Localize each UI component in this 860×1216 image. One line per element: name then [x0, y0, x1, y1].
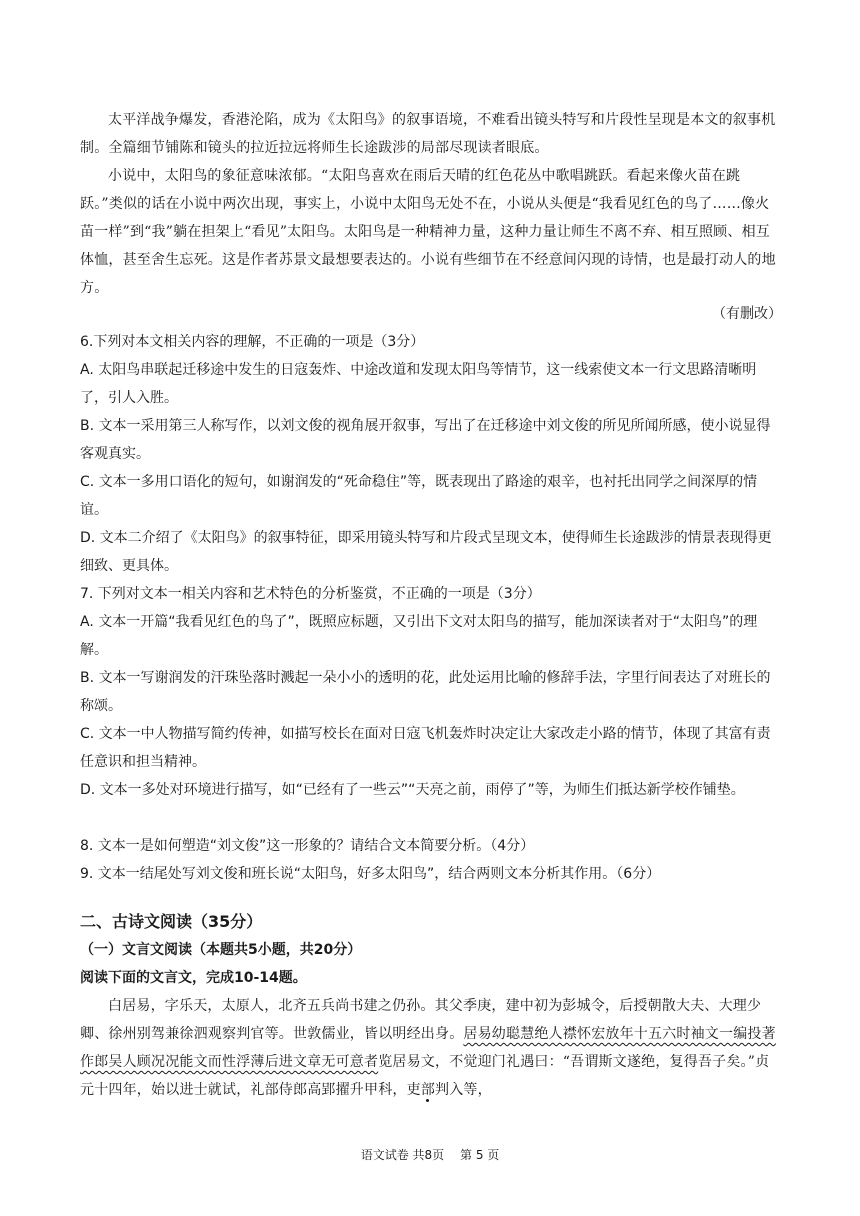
question-7 — [80, 580, 782, 804]
dotted-character: 部 — [420, 1082, 436, 1098]
question-9: 9. 文本一结尾处写刘文俊和班长说“太阳鸟，好多太阳鸟”，结合两则文本分析其作用。（6分） — [80, 866, 661, 882]
question-6-option-b: B. 文本一采用第三人称写作，以刘文俊的视角展开叙事，写出了在迁移途中刘文俊的所见所闻所感，使小说显得客观真实。 — [80, 418, 771, 462]
source-note: （有删改） — [712, 306, 782, 322]
question-6-option-c: C. 文本一多用口语化的短句，如谢润发的“死命稳住”等，既表现出了路途的艰辛，也衬托出同学之间深厚的情谊。 — [80, 474, 758, 518]
footer-total-pages: 语文试卷 共8页 — [360, 1148, 445, 1162]
passage-paragraph-1: 太平洋战争爆发，香港沦陷，成为《太阳鸟》的叙事语境，不难看出镜头特写和片段性呈现是本文的叙事机制。全篇细节铺陈和镜头的拉近拉远将师生长途跋涉的局部尽现读者眼底。 — [80, 112, 776, 156]
question-6 — [80, 328, 782, 580]
question-7-option-a: A. 文本一开篇“我看见红色的鸟了”，既照应标题，又引出下文对太阳鸟的描写，能加深读者对于“太阳鸟”的理解。 — [80, 614, 758, 658]
question-8: 8. 文本一是如何塑造“刘文俊”这一形象的？请结合文本简要分析。（4分） — [80, 838, 535, 854]
question-6-option-d: D. 文本二介绍了《太阳鸟》的叙事特征，即采用镜头特写和片段式呈现文本，使得师生长途跋涉的情景表现得更细致、更具体。 — [80, 530, 772, 574]
section-2-subheading: （一）文言文阅读（本题共5小题，共20分） — [80, 942, 362, 958]
footer-page-number: 第 5 页 — [460, 1148, 500, 1162]
question-6-option-a: A. 太阳鸟串联起迁移途中发生的日寇轰炸、中途改道和发现太阳鸟等情节，这一线索使文本一行文思路清晰明了，引人入胜。 — [80, 362, 757, 406]
classical-passage-text-3: 判入等， — [435, 1082, 492, 1098]
page-footer — [0, 1146, 860, 1163]
classical-passage-text: 白居易，字乐天，太原人，北齐五兵尚书建之仍孙。其父季庚，建中初为彭城令，后授朝散大夫、大理少卿、徐州别驾兼徐泗观察判官等。世敦儒业，皆以明经出身。 — [80, 998, 762, 1042]
section-2-instruction: 阅读下面的文言文，完成10-14题。 — [80, 970, 307, 986]
question-7-option-b: B. 文本一写谢润发的汗珠坠落时溅起一朵小小的透明的花，此处运用比喻的修辞手法，字里行间表达了对班长的称颂。 — [80, 670, 771, 714]
section-2-heading: 二、古诗文阅读（35分） — [80, 912, 263, 931]
question-7-stem: 7. 下列对文本一相关内容和艺术特色的分析鉴赏，不正确的一项是（3分） — [80, 586, 541, 602]
passage-paragraph-2: 小说中，太阳鸟的象征意味浓郁。“太阳鸟喜欢在雨后天晴的红色花丛中歌唱跳跃。看起来像火苗在跳跃。”类似的话在小说中两次出现，事实上，小说中太阳鸟无处不在，小说从头便是“我看见红色的鸟了……像火苗一样”到“我”躺在担架上“看见”太阳鸟。太阳鸟是一种精神力量，这种力量让师生不离不弃、相互照顾、相互体恤，甚至舍生忘死。这是作者苏景文最想要表达的。小说有些细节在不经意间闪现的诗情，也是最打动人的地方。 — [80, 168, 776, 296]
classical-passage-text-2: 览居易文，不觉迎门礼遇曰：“吾谓斯文遂绝，复得吾子矣。”贞元十四年，始以进士就试，礼部侍郎高郢擢升甲科，吏 — [80, 1054, 770, 1098]
question-6-stem: 6.下列对本文相关内容的理解，不正确的一项是（3分） — [80, 334, 425, 350]
question-7-option-c: C. 文本一中人物描写简约传神，如描写校长在面对日寇飞机轰炸时决定让大家改走小路的情节，体现了其富有责任意识和担当精神。 — [80, 726, 771, 770]
question-7-option-d: D. 文本一多处对环境进行描写，如“已经有了一些云”“天亮之前，雨停了”等，为师生们抵达新学校作铺垫。 — [80, 782, 745, 798]
underlined-sentence: 居易幼聪慧绝人襟怀宏放年十五六时袖文一编投著作郎吴人顾况况能文而性浮薄后进文章无可意者 — [80, 1026, 776, 1070]
classical-passage — [80, 992, 782, 1104]
passage-continuation — [80, 106, 782, 302]
